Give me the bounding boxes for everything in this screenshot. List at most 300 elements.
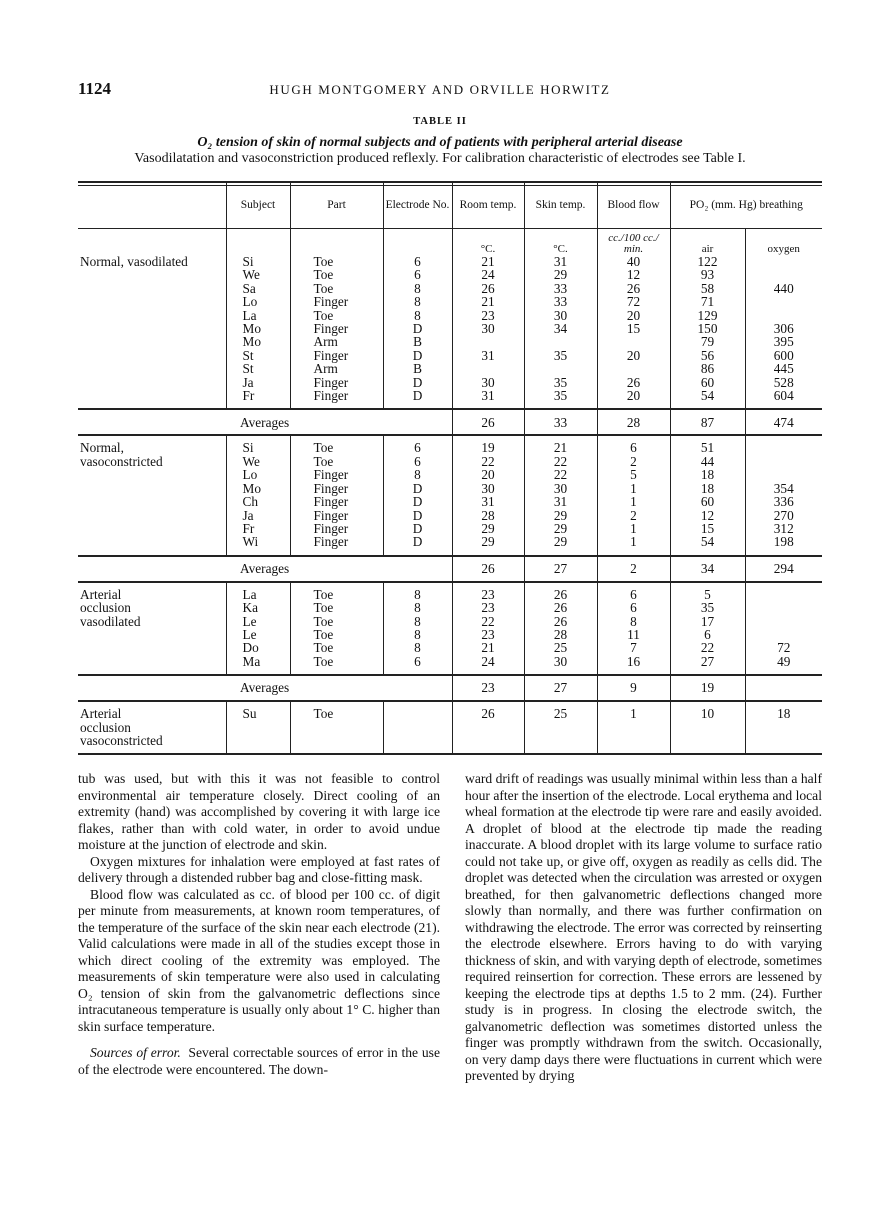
cell-part: Finger xyxy=(313,467,349,483)
cell-blood-flow: 12 xyxy=(626,267,641,283)
cell-skin-temp: 30 xyxy=(553,480,568,496)
cell-part: Finger xyxy=(313,534,349,550)
cell-blood-flow: 20 xyxy=(626,347,641,363)
cell-room-temp: 21 xyxy=(481,640,495,656)
table-section xyxy=(78,701,822,754)
cell-po2-air: 150 xyxy=(697,321,718,337)
body-column-right xyxy=(465,771,822,1085)
cell-skin-temp: 31 xyxy=(553,254,568,269)
cell-skin-temp: 21 xyxy=(553,440,568,456)
paragraph-text: Several correctable sources of error in the use of the electrode were encountered. The down- xyxy=(78,1045,440,1077)
cell-part: Finger xyxy=(313,507,349,523)
cell-subject: Mo xyxy=(242,480,261,496)
units-row xyxy=(78,229,822,256)
col-header-room-temp: Room temp. xyxy=(452,182,524,229)
cell-skin-temp: 25 xyxy=(553,640,568,656)
cell-skin-temp: 35 xyxy=(553,388,568,404)
cell-po2-air: 93 xyxy=(700,267,715,283)
cell-room-temp: 21 xyxy=(481,254,495,269)
col-blood-flow xyxy=(597,582,670,675)
cell-blood-flow: 2 xyxy=(630,507,637,523)
paragraph: ward drift of readings was usually minimal within less than a half hour after the insertion of the electrode. Local erythema and local wheal formation at the electrode tip were rare and easily avoided. A droplet of blood at the electrode tip made the reading inaccurate. A blood droplet with its large volume to surface ratio could not take up, or give off, oxygen as readily as cells did. The droplet was detected when the circulation was arrested or oxygen breathed, for then galvanometric deflections changed more slowly than normally, and there was further confirmation on withdrawing the electrode. The error was corrected by reinserting the electrode elsewhere. Errors having to do with varying thickness of skin, and with varying depth of electrode, sometimes required reinsertion for correction. These errors are lessened by keeping the electrode tips at depths 1.5 to 2 mm. (24). Further study is in progress. In closing the electrode switch, the galvanometric deflection was sometimes distorted unless the finger was promptly withdrawn from the switch. Occasionally, on very damp days there were fluctuations in current which were prevented by drying xyxy=(465,771,822,1083)
cell-part: Toe xyxy=(313,254,334,269)
paragraph: Blood flow was calculated as cc. of blood per 100 cc. of digit per minute from measurements, at known room temperatures, of the temperature of the surface of the skin near each electrode (21). Valid calculations were made in all of the studies except those in which direct cooling of the extremity was employed. The measurements of skin temperature were also used in calculating O₂ tension of skin from the galvanometric deflections since intracutaneous temperature is usually only about 1° C. higher than skin surface temperature. xyxy=(78,886,440,1034)
cell-blood-flow: 6 xyxy=(630,600,637,616)
col-po2-air xyxy=(670,582,745,675)
col-subject xyxy=(226,255,290,409)
cell-po2-air: 44 xyxy=(700,453,715,469)
cell-po2-air: 56 xyxy=(700,347,715,363)
cell-electrode: D xyxy=(412,347,423,363)
cell-po2-air: 54 xyxy=(700,388,715,404)
cell-room-temp: 26 xyxy=(481,280,495,296)
col-part xyxy=(290,582,383,675)
cell-po2-oxygen: 354 xyxy=(773,480,794,496)
col-header-subject: Subject xyxy=(226,182,290,229)
average-value: 19 xyxy=(670,675,745,701)
cell-blood-flow: 11 xyxy=(627,626,640,642)
cell-subject: Ka xyxy=(242,600,259,616)
col-blood-flow xyxy=(597,435,670,555)
cell-skin-temp xyxy=(525,362,597,375)
cell-po2-oxygen xyxy=(746,615,823,628)
paragraph: tub was used, but with this it was not feasible to control environmental air temperature closely. Direct cooling of an extremity (hand) was accomplished by covering it with large ice flakes, rather than with cold water, in order to avoid undue moisture at the junction of electrode and skin. xyxy=(78,771,440,852)
cell-electrode: D xyxy=(412,480,423,496)
cell-po2-oxygen xyxy=(746,588,823,601)
cell-subject: Si xyxy=(242,254,254,269)
cell-part: Toe xyxy=(313,307,334,323)
col-electrode xyxy=(383,582,452,675)
cell-po2-oxygen: 270 xyxy=(773,507,794,523)
col-po2-oxygen xyxy=(745,701,822,754)
cell-po2-air: 51 xyxy=(700,440,715,456)
cell-blood-flow: 6 xyxy=(630,440,637,456)
col-po2-air xyxy=(670,255,745,409)
cell-skin-temp: 22 xyxy=(553,453,568,469)
cell-po2-oxygen: 440 xyxy=(773,280,794,296)
table-label: TABLE II xyxy=(413,116,467,127)
cell-blood-flow: 15 xyxy=(626,321,641,337)
col-room-temp xyxy=(452,435,524,555)
cell-room-temp: 29 xyxy=(481,520,495,536)
cell-blood-flow: 26 xyxy=(626,374,641,390)
average-value: 28 xyxy=(597,409,670,435)
cell-subject: Do xyxy=(242,640,259,656)
cell-blood-flow: 1 xyxy=(630,520,637,536)
section-heading: Sources of error. xyxy=(90,1045,181,1060)
cell-electrode: D xyxy=(412,520,423,536)
cell-electrode: 6 xyxy=(414,653,421,669)
cell-part: Finger xyxy=(313,494,349,510)
cell-part: Toe xyxy=(313,613,334,629)
cell-skin-temp: 29 xyxy=(553,267,568,283)
cell-blood-flow xyxy=(598,362,670,375)
cell-skin-temp: 34 xyxy=(553,321,568,337)
group-label: Normal, vasodilated xyxy=(80,254,188,269)
cell-po2-oxygen: 198 xyxy=(773,534,794,550)
cell-electrode: 8 xyxy=(414,640,421,656)
cell-po2-oxygen: 604 xyxy=(773,388,794,404)
average-value: 9 xyxy=(597,675,670,701)
col-po2-air xyxy=(670,701,745,754)
cell-po2-air: 54 xyxy=(700,534,715,550)
cell-electrode xyxy=(384,707,452,720)
cell-blood-flow: 8 xyxy=(630,613,637,629)
data-table xyxy=(78,182,822,755)
paragraph-sources-of-error xyxy=(78,1045,440,1078)
cell-subject: Lo xyxy=(242,294,258,310)
cell-subject: Fr xyxy=(242,388,255,404)
cell-po2-oxygen xyxy=(746,455,823,468)
page-number: 1124 xyxy=(78,79,112,98)
col-po2-oxygen xyxy=(745,435,822,555)
cell-po2-air: 15 xyxy=(700,520,715,536)
cell-po2-air: 18 xyxy=(700,480,715,496)
cell-po2-air: 6 xyxy=(704,626,711,642)
cell-po2-oxygen xyxy=(746,468,823,481)
average-value: 27 xyxy=(524,556,597,582)
cell-part: Toe xyxy=(313,706,334,722)
cell-room-temp: 30 xyxy=(481,480,495,496)
cell-room-temp: 20 xyxy=(481,467,495,483)
cell-blood-flow: 20 xyxy=(626,307,641,323)
col-part xyxy=(290,435,383,555)
cell-part: Finger xyxy=(313,388,349,404)
cell-skin-temp: 33 xyxy=(553,280,568,296)
cell-electrode: 8 xyxy=(414,626,421,642)
col-blood-flow xyxy=(597,701,670,754)
cell-room-temp: 24 xyxy=(481,653,495,669)
cell-part: Toe xyxy=(313,280,334,296)
cell-part: Toe xyxy=(313,653,334,669)
paragraph: Oxygen mixtures for inhalation were employed at fast rates of delivery through a distended rubber bag and close-fitting mask. xyxy=(78,853,440,885)
col-part xyxy=(290,255,383,409)
cell-part: Toe xyxy=(313,640,334,656)
table-section xyxy=(78,435,822,555)
cell-po2-oxygen: 395 xyxy=(773,334,794,350)
cell-electrode: 8 xyxy=(414,600,421,616)
cell-po2-oxygen: 600 xyxy=(773,347,794,363)
cell-part: Toe xyxy=(313,453,334,469)
cell-skin-temp: 26 xyxy=(553,613,568,629)
cell-blood-flow: 16 xyxy=(626,653,641,669)
cell-skin-temp: 26 xyxy=(553,600,568,616)
cell-po2-air: 27 xyxy=(700,653,715,669)
cell-subject: Ja xyxy=(242,374,254,390)
cell-skin-temp: 22 xyxy=(553,467,568,483)
cell-blood-flow: 1 xyxy=(630,534,637,550)
col-part xyxy=(290,701,383,754)
average-value: 294 xyxy=(745,556,822,582)
cell-subject: Su xyxy=(242,706,257,722)
cell-room-temp: 28 xyxy=(481,507,495,523)
cell-skin-temp: 29 xyxy=(553,520,568,536)
cell-subject: Lo xyxy=(242,467,258,483)
cell-po2-air: 10 xyxy=(700,706,715,722)
cell-po2-oxygen: 528 xyxy=(773,374,794,390)
cell-room-temp: 31 xyxy=(481,494,495,510)
unit-skin: °C. xyxy=(524,229,597,256)
cell-subject: We xyxy=(242,453,260,469)
cell-po2-oxygen: 49 xyxy=(777,653,791,669)
group-label: Normal, vasoconstricted xyxy=(80,440,163,469)
cell-room-temp: 21 xyxy=(481,294,495,310)
cell-part: Finger xyxy=(313,294,349,310)
cell-po2-air: 129 xyxy=(697,307,718,323)
cell-electrode: D xyxy=(412,321,423,337)
cell-po2-oxygen: 336 xyxy=(773,494,794,510)
cell-skin-temp: 29 xyxy=(553,534,568,550)
cell-po2-oxygen xyxy=(746,255,823,268)
col-skin-temp xyxy=(524,255,597,409)
cell-electrode: D xyxy=(412,534,423,550)
col-room-temp xyxy=(452,701,524,754)
cell-blood-flow: 5 xyxy=(630,467,637,483)
cell-blood-flow: 1 xyxy=(630,494,637,510)
col-electrode xyxy=(383,701,452,754)
cell-subject: St xyxy=(242,347,254,363)
table-header-row xyxy=(78,182,822,229)
cell-po2-oxygen: 445 xyxy=(773,361,794,377)
cell-room-temp: 30 xyxy=(481,321,495,337)
table-subcaption: Vasodilatation and vasoconstriction produced reflexly. For calibration characteristic of electrodes see Table I. xyxy=(134,151,746,166)
average-value: 23 xyxy=(452,675,524,701)
cell-po2-air: 79 xyxy=(700,334,715,350)
cell-skin-temp: 26 xyxy=(553,586,568,602)
cell-part: Arm xyxy=(313,361,338,377)
group-label: Arterial occlusion vasoconstricted xyxy=(78,701,226,754)
cell-electrode: 6 xyxy=(414,254,421,269)
cell-po2-oxygen: 312 xyxy=(773,520,794,536)
unit-oxygen: oxygen xyxy=(745,229,822,256)
table-body xyxy=(78,229,822,755)
col-header-group xyxy=(78,182,226,229)
cell-room-temp: 23 xyxy=(481,626,495,642)
average-value: 33 xyxy=(524,409,597,435)
cell-electrode: 8 xyxy=(414,467,421,483)
table-section xyxy=(78,582,822,675)
col-po2-oxygen xyxy=(745,255,822,409)
col-po2-oxygen xyxy=(745,582,822,675)
cell-electrode: D xyxy=(412,507,423,523)
cell-skin-temp xyxy=(525,335,597,348)
cell-po2-air: 18 xyxy=(700,467,715,483)
cell-po2-oxygen xyxy=(746,268,823,281)
col-subject xyxy=(226,701,290,754)
cell-po2-oxygen: 72 xyxy=(777,640,791,656)
cell-po2-air: 5 xyxy=(704,586,711,602)
cell-electrode: D xyxy=(412,374,423,390)
unit-air: air xyxy=(670,229,745,256)
col-header-blood-flow: Blood flow xyxy=(597,182,670,229)
cell-electrode: 8 xyxy=(414,294,421,310)
cell-po2-air: 58 xyxy=(700,280,715,296)
cell-room-temp: 19 xyxy=(481,440,495,456)
col-skin-temp xyxy=(524,701,597,754)
cell-subject: Fr xyxy=(242,520,255,536)
cell-blood-flow: 40 xyxy=(626,254,641,269)
col-electrode xyxy=(383,255,452,409)
cell-po2-air: 12 xyxy=(700,507,715,523)
cell-po2-air: 35 xyxy=(700,600,715,616)
cell-room-temp: 22 xyxy=(481,453,495,469)
table-caption: O₂ tension of skin of normal subjects and of patients with peripheral arterial disease xyxy=(197,135,683,150)
cell-skin-temp: 29 xyxy=(553,507,568,523)
col-po2-air xyxy=(670,435,745,555)
cell-electrode: B xyxy=(413,334,422,350)
cell-part: Finger xyxy=(313,321,349,337)
cell-electrode: 6 xyxy=(414,267,421,283)
col-header-skin-temp: Skin temp. xyxy=(524,182,597,229)
cell-po2-oxygen xyxy=(746,628,823,641)
average-value: 2 xyxy=(597,556,670,582)
group-label: Arterial occlusion vasodilated xyxy=(80,586,141,629)
cell-room-temp: 26 xyxy=(481,706,495,722)
cell-part: Arm xyxy=(313,334,338,350)
col-header-part: Part xyxy=(290,182,383,229)
col-subject xyxy=(226,435,290,555)
cell-blood-flow: 1 xyxy=(630,706,637,722)
cell-skin-temp: 33 xyxy=(553,294,568,310)
averages-label: Averages xyxy=(78,675,452,701)
cell-subject: Wi xyxy=(242,534,259,550)
cell-subject: Mo xyxy=(242,321,261,337)
cell-subject: Si xyxy=(242,440,254,456)
average-value: 26 xyxy=(452,556,524,582)
cell-po2-oxygen xyxy=(746,441,823,454)
cell-subject: La xyxy=(242,586,257,602)
averages-label: Averages xyxy=(78,409,452,435)
cell-skin-temp: 31 xyxy=(553,494,568,510)
cell-po2-air: 60 xyxy=(700,374,715,390)
cell-blood-flow: 26 xyxy=(626,280,641,296)
col-header-po2: PO₂ (mm. Hg) breathing xyxy=(670,182,822,229)
cell-subject: La xyxy=(242,307,257,323)
cell-part: Toe xyxy=(313,440,334,456)
cell-po2-air: 60 xyxy=(700,494,715,510)
col-room-temp xyxy=(452,255,524,409)
cell-electrode: D xyxy=(412,388,423,404)
cell-blood-flow xyxy=(598,335,670,348)
cell-po2-air: 22 xyxy=(700,640,715,656)
cell-po2-air: 86 xyxy=(700,361,715,377)
cell-subject: We xyxy=(242,267,260,283)
cell-po2-air: 122 xyxy=(697,254,718,269)
cell-electrode: 6 xyxy=(414,453,421,469)
cell-subject: Ma xyxy=(242,653,261,669)
col-electrode xyxy=(383,435,452,555)
cell-electrode: 8 xyxy=(414,613,421,629)
cell-part: Finger xyxy=(313,347,349,363)
cell-part: Finger xyxy=(313,520,349,536)
col-blood-flow xyxy=(597,255,670,409)
cell-electrode: 6 xyxy=(414,440,421,456)
cell-subject: Mo xyxy=(242,334,261,350)
averages-label: Averages xyxy=(78,556,452,582)
cell-part: Toe xyxy=(313,267,334,283)
cell-subject: Le xyxy=(242,613,257,629)
unit-flow: cc./100 cc./ min. xyxy=(597,229,670,256)
cell-part: Toe xyxy=(313,600,334,616)
cell-subject: Ch xyxy=(242,494,259,510)
cell-room-temp: 24 xyxy=(481,267,495,283)
cell-electrode: 8 xyxy=(414,586,421,602)
col-skin-temp xyxy=(524,582,597,675)
cell-electrode: 8 xyxy=(414,307,421,323)
average-value: 474 xyxy=(745,409,822,435)
col-skin-temp xyxy=(524,435,597,555)
cell-part: Toe xyxy=(313,586,334,602)
cell-blood-flow: 6 xyxy=(630,586,637,602)
cell-blood-flow: 2 xyxy=(630,453,637,469)
cell-skin-temp: 35 xyxy=(553,347,568,363)
cell-room-temp xyxy=(453,362,524,375)
cell-room-temp: 23 xyxy=(481,586,495,602)
unit-room: °C. xyxy=(452,229,524,256)
averages-row xyxy=(78,556,822,582)
cell-room-temp: 31 xyxy=(481,388,495,404)
table-section xyxy=(78,255,822,409)
cell-skin-temp: 25 xyxy=(553,706,568,722)
cell-room-temp: 31 xyxy=(481,347,495,363)
cell-room-temp: 29 xyxy=(481,534,495,550)
col-room-temp xyxy=(452,582,524,675)
cell-blood-flow: 1 xyxy=(630,480,637,496)
cell-electrode: 8 xyxy=(414,280,421,296)
cell-blood-flow: 7 xyxy=(630,640,637,656)
col-subject xyxy=(226,582,290,675)
cell-po2-oxygen: 18 xyxy=(777,706,791,722)
cell-skin-temp: 30 xyxy=(553,653,568,669)
cell-part: Finger xyxy=(313,374,349,390)
cell-part: Toe xyxy=(313,626,334,642)
col-header-electrode: Electrode No. xyxy=(383,182,452,229)
cell-room-temp: 22 xyxy=(481,613,495,629)
average-value: 27 xyxy=(524,675,597,701)
cell-subject: Ja xyxy=(242,507,254,523)
cell-electrode: B xyxy=(413,361,422,377)
average-value xyxy=(745,675,822,701)
cell-room-temp: 23 xyxy=(481,307,495,323)
cell-po2-air: 71 xyxy=(700,294,715,310)
cell-skin-temp: 30 xyxy=(553,307,568,323)
averages-row xyxy=(78,409,822,435)
cell-skin-temp: 28 xyxy=(553,626,568,642)
cell-part: Finger xyxy=(313,480,349,496)
cell-room-temp: 30 xyxy=(481,374,495,390)
cell-blood-flow: 72 xyxy=(626,294,641,310)
cell-room-temp xyxy=(453,335,524,348)
cell-blood-flow: 20 xyxy=(626,388,641,404)
average-value: 87 xyxy=(670,409,745,435)
cell-po2-air: 17 xyxy=(700,613,715,629)
cell-electrode: D xyxy=(412,494,423,510)
cell-po2-oxygen xyxy=(746,295,823,308)
cell-po2-oxygen xyxy=(746,601,823,614)
cell-subject: Le xyxy=(242,626,257,642)
cell-skin-temp: 35 xyxy=(553,374,568,390)
average-value: 34 xyxy=(670,556,745,582)
running-head: HUGH MONTGOMERY AND ORVILLE HORWITZ xyxy=(269,82,611,97)
cell-po2-oxygen xyxy=(746,309,823,322)
average-value: 26 xyxy=(452,409,524,435)
averages-row xyxy=(78,675,822,701)
body-column-left xyxy=(78,771,440,1078)
cell-subject: St xyxy=(242,361,254,377)
cell-po2-oxygen: 306 xyxy=(773,321,794,337)
cell-subject: Sa xyxy=(242,280,256,296)
cell-room-temp: 23 xyxy=(481,600,495,616)
